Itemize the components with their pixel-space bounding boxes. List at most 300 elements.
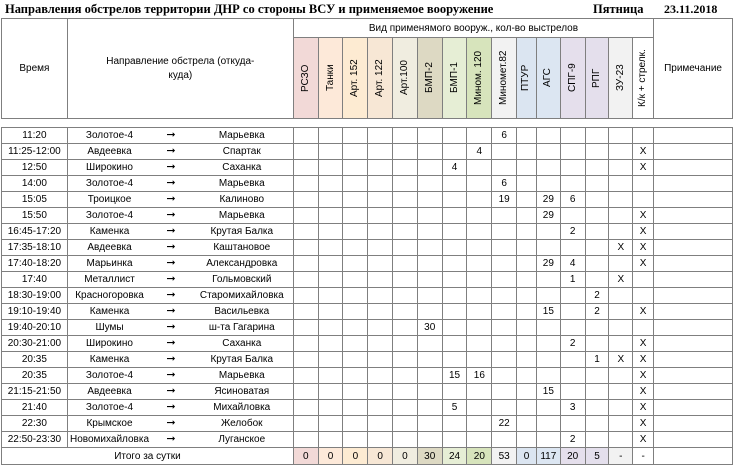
spacer-cell <box>517 119 537 128</box>
weapon-count-cell <box>517 192 537 208</box>
weapon-count-cell <box>368 416 393 432</box>
arrow-icon: ➞ <box>151 384 190 400</box>
weapon-count-cell <box>492 256 517 272</box>
weapon-count-cell <box>417 352 442 368</box>
note-cell <box>654 336 733 352</box>
weapon-count-cell: Х <box>633 384 654 400</box>
weapon-count-cell <box>393 256 418 272</box>
weapon-count-cell <box>417 144 442 160</box>
weapon-count-cell <box>343 176 368 192</box>
weapon-count-cell <box>318 416 343 432</box>
weapon-count-cell <box>585 336 609 352</box>
weapon-count-cell: 15 <box>536 304 560 320</box>
weapon-count-cell <box>393 128 418 144</box>
weapon-header <box>343 38 368 119</box>
table-row <box>2 256 733 272</box>
weapon-count-cell <box>609 384 633 400</box>
weapon-count-cell <box>633 128 654 144</box>
weapon-count-cell: Х <box>609 240 633 256</box>
from-cell: Шумы <box>67 320 151 336</box>
weapon-header-label: БМП-1 <box>448 62 460 94</box>
weapon-count-cell <box>536 224 560 240</box>
weapon-count-cell <box>560 320 585 336</box>
weapon-header-label: РПГ <box>590 68 602 88</box>
weapon-count-cell <box>609 432 633 448</box>
from-cell: Золотое-4 <box>67 176 151 192</box>
table-row <box>2 160 733 176</box>
weapon-count-cell <box>609 144 633 160</box>
weapon-count-cell <box>517 288 537 304</box>
weapon-count-cell <box>517 432 537 448</box>
weapon-count-cell <box>442 416 467 432</box>
weapon-count-cell <box>343 192 368 208</box>
from-cell: Металлист <box>67 272 151 288</box>
from-cell: Авдеевка <box>67 144 151 160</box>
weapon-count-cell <box>368 352 393 368</box>
weapon-count-cell <box>343 272 368 288</box>
weapon-count-cell <box>492 384 517 400</box>
arrow-icon: ➞ <box>151 320 190 336</box>
weapon-count-cell <box>609 160 633 176</box>
note-cell <box>654 272 733 288</box>
weapon-count-cell <box>492 320 517 336</box>
weapon-count-cell <box>492 400 517 416</box>
weapon-header-label: ПТУР <box>520 64 532 92</box>
weapon-count-cell <box>417 336 442 352</box>
weapon-count-cell <box>609 256 633 272</box>
weapon-count-cell <box>442 144 467 160</box>
weapon-count-cell <box>585 320 609 336</box>
weapon-count-cell <box>393 224 418 240</box>
weapon-count-cell <box>609 368 633 384</box>
weapon-count-cell <box>293 256 318 272</box>
weapon-count-cell <box>517 256 537 272</box>
weapon-count-cell: Х <box>633 240 654 256</box>
weapon-count-cell: 6 <box>492 176 517 192</box>
weapon-count-cell <box>393 320 418 336</box>
weapon-count-cell <box>393 160 418 176</box>
weapon-count-cell <box>293 400 318 416</box>
spacer-cell <box>191 119 294 128</box>
weapon-count-cell <box>609 208 633 224</box>
weapon-count-cell <box>393 208 418 224</box>
weapon-count-cell <box>492 352 517 368</box>
weapon-count-cell <box>442 128 467 144</box>
weapon-count-cell <box>417 384 442 400</box>
note-cell <box>654 256 733 272</box>
note-cell <box>654 384 733 400</box>
total-row <box>2 448 733 465</box>
weapon-count-cell <box>442 352 467 368</box>
weapon-header-label: БМП-2 <box>423 62 435 94</box>
weapon-count-cell <box>343 304 368 320</box>
weapon-count-cell <box>536 240 560 256</box>
weapon-count-cell <box>585 224 609 240</box>
col-time-header: Время <box>2 19 68 119</box>
weapon-header <box>368 38 393 119</box>
arrow-icon: ➞ <box>151 192 190 208</box>
arrow-icon: ➞ <box>151 416 190 432</box>
time-cell: 21:15-21:50 <box>2 384 68 400</box>
to-cell: Старомихайловка <box>191 288 294 304</box>
note-cell <box>654 400 733 416</box>
weapon-count-cell: Х <box>633 144 654 160</box>
weapon-count-cell: 15 <box>442 368 467 384</box>
weapon-count-cell <box>343 128 368 144</box>
weapon-count-cell <box>343 320 368 336</box>
spacer-cell <box>654 119 733 128</box>
weapon-count-cell <box>560 160 585 176</box>
to-cell: Крутая Балка <box>191 224 294 240</box>
note-cell <box>654 240 733 256</box>
weapon-count-cell <box>442 256 467 272</box>
to-cell: Ясиноватая <box>191 384 294 400</box>
weapon-count-cell <box>585 272 609 288</box>
arrow-icon: ➞ <box>151 160 190 176</box>
weapon-count-cell <box>393 272 418 288</box>
weapon-count-cell <box>536 320 560 336</box>
weapon-count-cell <box>609 416 633 432</box>
spacer-cell <box>67 119 151 128</box>
weapon-count-cell <box>517 416 537 432</box>
spacer-cell <box>318 119 343 128</box>
total-cell: 5 <box>585 448 609 465</box>
time-cell: 21:40 <box>2 400 68 416</box>
weapon-count-cell <box>492 304 517 320</box>
total-cell: 24 <box>442 448 467 465</box>
weapon-count-cell <box>536 272 560 288</box>
weapon-header <box>560 38 585 119</box>
weapon-count-cell <box>633 288 654 304</box>
weapon-count-cell <box>492 432 517 448</box>
weapon-header <box>467 38 492 119</box>
arrow-icon: ➞ <box>151 432 190 448</box>
time-cell: 22:50-23:30 <box>2 432 68 448</box>
weapon-count-cell: 30 <box>417 320 442 336</box>
weapon-count-cell <box>585 416 609 432</box>
table-row <box>2 224 733 240</box>
weapon-count-cell <box>393 352 418 368</box>
weapon-count-cell <box>318 400 343 416</box>
weapon-count-cell <box>517 176 537 192</box>
weapon-count-cell <box>368 160 393 176</box>
time-cell: 19:40-20:10 <box>2 320 68 336</box>
weapon-count-cell <box>343 352 368 368</box>
spacer-cell <box>151 119 190 128</box>
weapon-count-cell: 29 <box>536 256 560 272</box>
table-row <box>2 208 733 224</box>
from-cell: Золотое-4 <box>67 368 151 384</box>
weapon-count-cell <box>343 224 368 240</box>
note-cell <box>654 368 733 384</box>
to-cell: Луганское <box>191 432 294 448</box>
from-cell: Широкино <box>67 336 151 352</box>
note-cell <box>654 144 733 160</box>
weapon-count-cell <box>585 144 609 160</box>
weapon-count-cell <box>368 304 393 320</box>
arrow-icon: ➞ <box>151 176 190 192</box>
weapon-count-cell <box>536 352 560 368</box>
weapon-count-cell <box>536 288 560 304</box>
from-cell: Золотое-4 <box>67 208 151 224</box>
weapon-header <box>517 38 537 119</box>
to-cell: Саханка <box>191 160 294 176</box>
weapon-count-cell: 4 <box>560 256 585 272</box>
to-cell: Марьевка <box>191 208 294 224</box>
col-note-header: Примечание <box>654 19 733 119</box>
spacer-cell <box>368 119 393 128</box>
weapon-count-cell <box>560 128 585 144</box>
arrow-icon: ➞ <box>151 336 190 352</box>
weapon-count-cell <box>609 320 633 336</box>
table-row <box>2 416 733 432</box>
arrow-icon: ➞ <box>151 368 190 384</box>
from-cell: Золотое-4 <box>67 400 151 416</box>
header-row-1 <box>2 19 733 38</box>
weapon-count-cell <box>293 336 318 352</box>
weapon-count-cell <box>318 368 343 384</box>
weapon-header <box>318 38 343 119</box>
weapon-count-cell <box>492 368 517 384</box>
weapon-count-cell <box>343 416 368 432</box>
total-cell: 0 <box>517 448 537 465</box>
weapon-count-cell <box>585 368 609 384</box>
weapon-count-cell <box>442 288 467 304</box>
weapon-count-cell: 29 <box>536 208 560 224</box>
weapon-header <box>393 38 418 119</box>
total-cell: 0 <box>318 448 343 465</box>
time-cell: 15:50 <box>2 208 68 224</box>
weapon-count-cell <box>368 128 393 144</box>
to-cell: Михайловка <box>191 400 294 416</box>
weapon-count-cell: 1 <box>560 272 585 288</box>
weapon-count-cell <box>560 176 585 192</box>
time-cell: 11:20 <box>2 128 68 144</box>
to-cell: Каштановое <box>191 240 294 256</box>
weapon-count-cell <box>536 144 560 160</box>
weapon-count-cell: Х <box>633 256 654 272</box>
report-date: 23.11.2018 <box>664 2 718 16</box>
weapon-count-cell: 2 <box>560 336 585 352</box>
weapon-count-cell <box>492 288 517 304</box>
weapon-count-cell <box>293 304 318 320</box>
weapon-count-cell <box>609 128 633 144</box>
spacer-cell <box>393 119 418 128</box>
weapon-count-cell <box>293 432 318 448</box>
weapon-count-cell <box>343 368 368 384</box>
arrow-icon: ➞ <box>151 144 190 160</box>
weapon-count-cell <box>467 320 492 336</box>
arrow-icon: ➞ <box>151 272 190 288</box>
weapon-count-cell <box>560 384 585 400</box>
weapon-count-cell <box>368 192 393 208</box>
time-cell: 14:00 <box>2 176 68 192</box>
weapon-header-label: РСЗО <box>299 64 311 92</box>
table-row <box>2 304 733 320</box>
weapon-count-cell: 4 <box>442 160 467 176</box>
note-cell <box>654 128 733 144</box>
time-cell: 17:40 <box>2 272 68 288</box>
weapon-count-cell <box>393 400 418 416</box>
weapon-count-cell <box>368 384 393 400</box>
weapon-count-cell <box>492 336 517 352</box>
weapon-count-cell <box>393 240 418 256</box>
weapon-count-cell <box>318 192 343 208</box>
weapon-count-cell <box>536 176 560 192</box>
weapon-count-cell <box>417 128 442 144</box>
note-cell <box>654 208 733 224</box>
spacer-cell <box>536 119 560 128</box>
to-cell: Гольмовский <box>191 272 294 288</box>
weapon-count-cell <box>293 192 318 208</box>
weapon-header <box>492 38 517 119</box>
total-cell: 0 <box>368 448 393 465</box>
weapon-count-cell <box>318 432 343 448</box>
total-cell: 0 <box>293 448 318 465</box>
weapon-count-cell <box>368 176 393 192</box>
weapon-count-cell <box>467 128 492 144</box>
weapon-count-cell: 4 <box>467 144 492 160</box>
arrow-icon: ➞ <box>151 128 190 144</box>
weapon-count-cell <box>492 144 517 160</box>
table-row <box>2 352 733 368</box>
weapon-count-cell <box>585 192 609 208</box>
weapon-count-cell <box>293 240 318 256</box>
weapon-count-cell <box>560 208 585 224</box>
weapon-count-cell <box>442 176 467 192</box>
to-cell: Марьевка <box>191 176 294 192</box>
weapon-count-cell: Х <box>609 272 633 288</box>
weapon-count-cell <box>417 224 442 240</box>
weapon-count-cell: 6 <box>492 128 517 144</box>
table-row <box>2 368 733 384</box>
weapon-count-cell <box>492 240 517 256</box>
weapon-count-cell <box>560 240 585 256</box>
weapon-count-cell <box>293 144 318 160</box>
table-row <box>2 128 733 144</box>
weapon-count-cell <box>517 336 537 352</box>
spacer-cell <box>492 119 517 128</box>
weapon-count-cell <box>417 192 442 208</box>
weapon-count-cell <box>318 240 343 256</box>
from-cell: Новомихайловка <box>67 432 151 448</box>
weapon-count-cell <box>368 320 393 336</box>
weapon-count-cell <box>536 416 560 432</box>
weapon-count-cell <box>442 208 467 224</box>
weapon-count-cell <box>368 144 393 160</box>
weapon-count-cell <box>417 160 442 176</box>
weapon-header <box>293 38 318 119</box>
weapon-count-cell <box>517 144 537 160</box>
from-cell: Широкино <box>67 160 151 176</box>
weapon-header-label: Танки <box>324 64 336 92</box>
weapon-count-cell <box>293 272 318 288</box>
weapon-count-cell <box>536 160 560 176</box>
weapon-count-cell <box>293 320 318 336</box>
weapon-count-cell <box>609 336 633 352</box>
from-cell: Каменка <box>67 224 151 240</box>
weapon-count-cell <box>293 128 318 144</box>
spacer-cell <box>343 119 368 128</box>
weapon-count-cell <box>585 128 609 144</box>
weapon-count-cell <box>442 336 467 352</box>
weapon-count-cell <box>368 272 393 288</box>
note-cell <box>654 352 733 368</box>
weapon-count-cell <box>417 240 442 256</box>
weapon-count-cell <box>560 368 585 384</box>
weapon-count-cell <box>560 416 585 432</box>
weapon-count-cell <box>417 400 442 416</box>
weapon-count-cell <box>633 320 654 336</box>
weapon-count-cell <box>467 400 492 416</box>
weapon-header <box>585 38 609 119</box>
weapon-count-cell <box>417 256 442 272</box>
time-cell: 20:35 <box>2 352 68 368</box>
weapon-count-cell <box>442 432 467 448</box>
total-cell: 0 <box>393 448 418 465</box>
arrow-icon: ➞ <box>151 352 190 368</box>
weapon-count-cell <box>585 208 609 224</box>
weapon-count-cell <box>293 352 318 368</box>
weapon-header-label: К/к + стрелк. <box>637 49 649 107</box>
weapon-count-cell <box>560 288 585 304</box>
weapon-count-cell <box>318 160 343 176</box>
weapon-count-cell: Х <box>633 304 654 320</box>
weapon-count-cell <box>368 368 393 384</box>
weapon-count-cell <box>343 240 368 256</box>
weapon-count-cell: 16 <box>467 368 492 384</box>
from-cell: Авдеевка <box>67 384 151 400</box>
note-cell <box>654 432 733 448</box>
weapon-count-cell <box>343 288 368 304</box>
weapon-count-cell <box>467 176 492 192</box>
weapon-count-cell: 29 <box>536 192 560 208</box>
weapon-count-cell: Х <box>633 368 654 384</box>
weapon-count-cell <box>318 208 343 224</box>
weapon-count-cell <box>609 288 633 304</box>
time-cell: 11:25-12:00 <box>2 144 68 160</box>
weapon-count-cell <box>609 192 633 208</box>
weapon-count-cell <box>343 432 368 448</box>
weapon-count-cell <box>585 400 609 416</box>
weapon-count-cell <box>368 336 393 352</box>
weapon-count-cell <box>368 208 393 224</box>
weapon-count-cell <box>467 160 492 176</box>
table-row <box>2 288 733 304</box>
weapon-count-cell <box>393 144 418 160</box>
weapon-count-cell <box>517 352 537 368</box>
weapon-count-cell: 2 <box>585 288 609 304</box>
arrow-icon: ➞ <box>151 208 190 224</box>
weapon-count-cell <box>417 368 442 384</box>
weapon-count-cell <box>318 352 343 368</box>
weapon-count-cell <box>318 144 343 160</box>
weapon-count-cell <box>517 304 537 320</box>
total-cell: - <box>609 448 633 465</box>
arrow-icon: ➞ <box>151 288 190 304</box>
weapon-count-cell: Х <box>633 432 654 448</box>
weapon-count-cell <box>585 256 609 272</box>
weapon-count-cell <box>467 416 492 432</box>
weapon-count-cell: Х <box>633 336 654 352</box>
weapon-count-cell <box>442 192 467 208</box>
total-cell: - <box>633 448 654 465</box>
weapon-count-cell: Х <box>633 224 654 240</box>
weapon-count-cell: 2 <box>585 304 609 320</box>
from-cell: Авдеевка <box>67 240 151 256</box>
weapon-count-cell <box>536 432 560 448</box>
weapon-count-cell <box>442 272 467 288</box>
